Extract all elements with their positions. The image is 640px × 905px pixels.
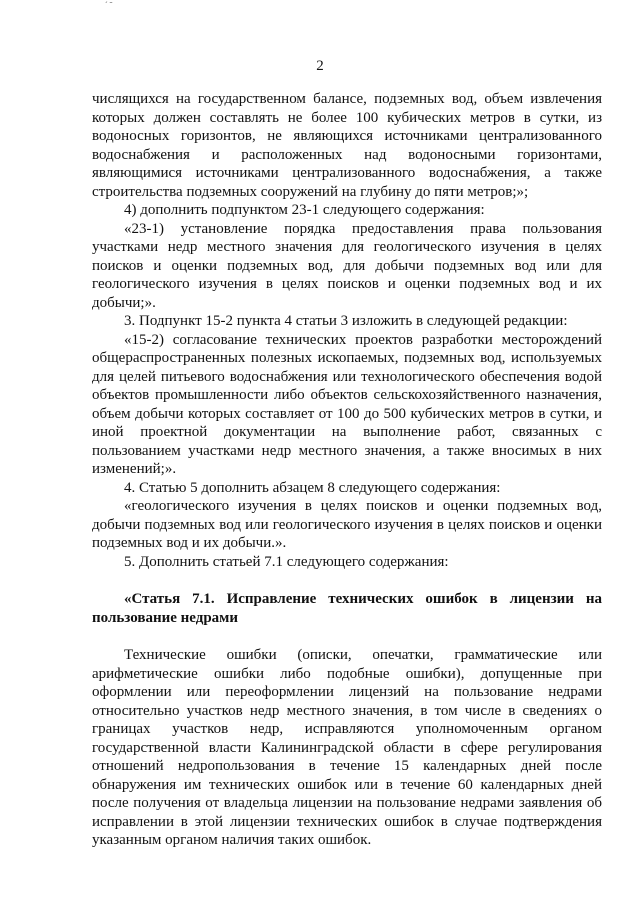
article-heading: «Статья 7.1. Исправление технических ошибок в лицензии на пользование недрами (92, 591, 602, 626)
document-body (92, 90, 602, 850)
paragraph-item-3: 3. Подпункт 15-2 пункта 4 статьи 3 изложить в следующей редакции: (124, 313, 568, 329)
paragraph-item-4: 4) дополнить подпунктом 23-1 следующего содержания: (124, 202, 485, 218)
paragraph-subitem-23-1: «23-1) установление порядка предоставления права пользования участками недр местного значения для геологического изучения в целях поисков и оценки подземных вод, для добычи подземных вод или для геологического изучения в целях поисков и оценки подземных вод и их добычи;». (92, 220, 602, 311)
paragraph-quote-geological: «геологического изучения в целях поисков и оценки подземных вод, добычи подземных вод или геологического изучения в целях поисков и оценки подземных вод и их добычи.». (92, 498, 602, 551)
scan-mark: ´˜ (104, 1, 114, 10)
paragraph-item-4-article-5: 4. Статью 5 дополнить абзацем 8 следующего содержания: (124, 479, 501, 496)
paragraph-technical-errors: Технические ошибки (описки, опечатки, грамматические или арифметические ошибки либо подобные ошибки), допущенные при оформлении или переоформлении лицензий на пользование недрами относительно участков недр местного значения, в том числе в сведениях о границах участков недр, исправляются уполномоченным органом государственной власти Калининградской области в сфере регулирования отношений недропользования в течение 15 календарных дней после обнаружения им технических ошибок или в течение 60 календарных дней после получения от владельца лицензии на пользование недрами заявления об исправлении в этой лицензии технических ошибок в случае подтверждения указанным органом наличия таких ошибок. (92, 647, 602, 848)
page-number: 2 (316, 58, 324, 74)
paragraph-continuation: числящихся на государственном балансе, подземных вод, объем извлечения которых должен составлять не более 100 кубических метров в сутки, из водоносных горизонтов, не являющихся источниками централизованного водоснабжения и расположенных над водоносными горизонтами, являющимися источниками централизованного водоснабжения, а также строительства подземных сооружений на глубину до пяти метров;»; (92, 91, 602, 200)
paragraph-subitem-15-2: «15-2) согласование технических проектов разработки месторождений общераспространенных полезных ископаемых, подземных вод, используемых для целей питьевого водоснабжения или технологического обеспечения водой объектов промышленности либо объектов сельскохозяйственного назначения, объем добычи которых составляет от 100 до 500 кубических метров в сутки, и иной проектной документации на выполнение работ, связанных с пользованием участками недр местного значения, а также вносимых в них изменений;». (92, 331, 602, 477)
paragraph-item-5: 5. Дополнить статьей 7.1 следующего содержания: (124, 553, 449, 570)
